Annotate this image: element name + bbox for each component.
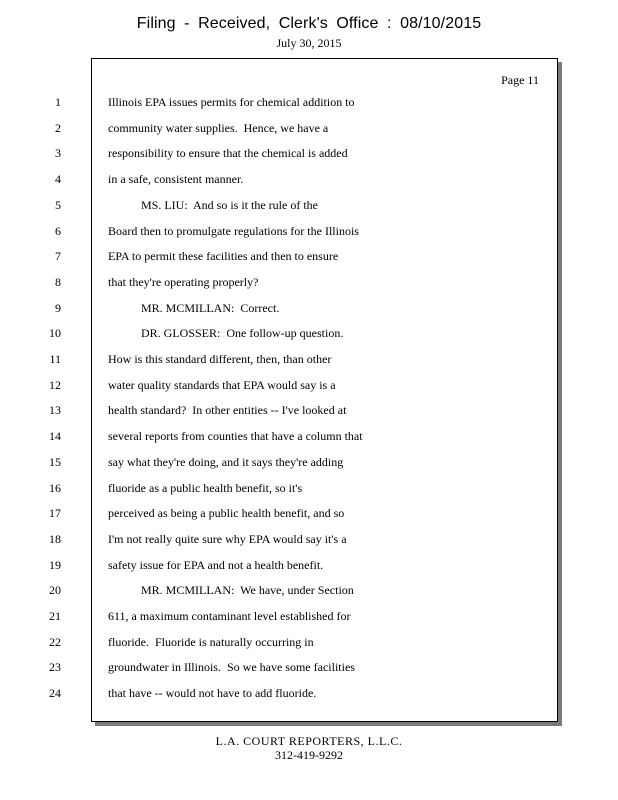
reporter-company: L.A. COURT REPORTERS, L.L.C.	[215, 734, 403, 748]
line-number: 10	[49, 326, 61, 340]
line-number: 2	[55, 121, 61, 135]
line-number: 14	[49, 429, 61, 443]
line-number: 7	[55, 249, 61, 263]
transcript-line: health standard? In other entities -- I've looked at	[108, 403, 347, 417]
transcript-line: fluoride as a public health benefit, so it's	[108, 481, 303, 495]
line-number: 18	[49, 532, 61, 546]
line-number: 1	[55, 95, 61, 109]
transcript-line: community water supplies. Hence, we have a	[108, 121, 329, 135]
transcript-line: I'm not really quite sure why EPA would say it's a	[108, 532, 347, 546]
transcript-line: MR. MCMILLAN: Correct.	[141, 301, 280, 315]
transcript-line: that they're operating properly?	[108, 275, 259, 289]
transcript-line: responsibility to ensure that the chemical is added	[108, 146, 348, 160]
transcript-line: safety issue for EPA and not a health benefit.	[108, 558, 324, 572]
line-number: 23	[49, 660, 61, 674]
transcript-line: in a safe, consistent manner.	[108, 172, 244, 186]
transcript-line: water quality standards that EPA would say is a	[108, 378, 336, 392]
transcript-line: Illinois EPA issues permits for chemical addition to	[108, 95, 355, 109]
transcript-line: EPA to permit these facilities and then to ensure	[108, 249, 339, 263]
transcript-line: MR. MCMILLAN: We have, under Section	[141, 583, 354, 597]
line-number: 15	[49, 455, 61, 469]
transcript-line: 611, a maximum contaminant level established for	[108, 609, 351, 623]
line-number: 11	[49, 352, 61, 366]
line-number: 16	[49, 481, 61, 495]
line-number: 19	[49, 558, 61, 572]
line-number: 21	[49, 609, 61, 623]
transcript-line: perceived as being a public health benefit, and so	[108, 506, 345, 520]
line-number: 22	[49, 635, 61, 649]
line-number: 6	[55, 224, 61, 238]
transcript-line: say what they're doing, and it says they're adding	[108, 455, 344, 469]
transcript-line: MS. LIU: And so is it the rule of the	[141, 198, 318, 212]
line-number: 17	[49, 506, 61, 520]
hearing-date: July 30, 2015	[276, 36, 342, 50]
transcript-line: Board then to promulgate regulations for the Illinois	[108, 224, 359, 238]
line-number: 24	[49, 686, 61, 700]
transcript-line: several reports from counties that have a column that	[108, 429, 363, 443]
line-number: 5	[55, 198, 61, 212]
line-number: 4	[55, 172, 61, 186]
transcript-line: DR. GLOSSER: One follow-up question.	[141, 326, 344, 340]
transcript-line: groundwater in Illinois. So we have some facilities	[108, 660, 355, 674]
transcript-page	[49, 58, 558, 722]
page-number: Page 11	[501, 73, 539, 87]
transcript-line: that have -- would not have to add fluoride.	[108, 686, 317, 700]
transcript-line: How is this standard different, then, than other	[108, 352, 332, 366]
line-number: 9	[55, 301, 61, 315]
line-number: 12	[49, 378, 61, 392]
line-number: 3	[55, 146, 61, 160]
filing-stamp: Filing - Received, Clerk's Office : 08/10/2015	[136, 15, 482, 32]
line-number: 8	[55, 275, 61, 289]
reporter-phone: 312-419-9292	[275, 748, 343, 762]
transcript-line: fluoride. Fluoride is naturally occurring in	[108, 635, 314, 649]
line-number: 20	[49, 583, 61, 597]
line-number: 13	[49, 403, 61, 417]
